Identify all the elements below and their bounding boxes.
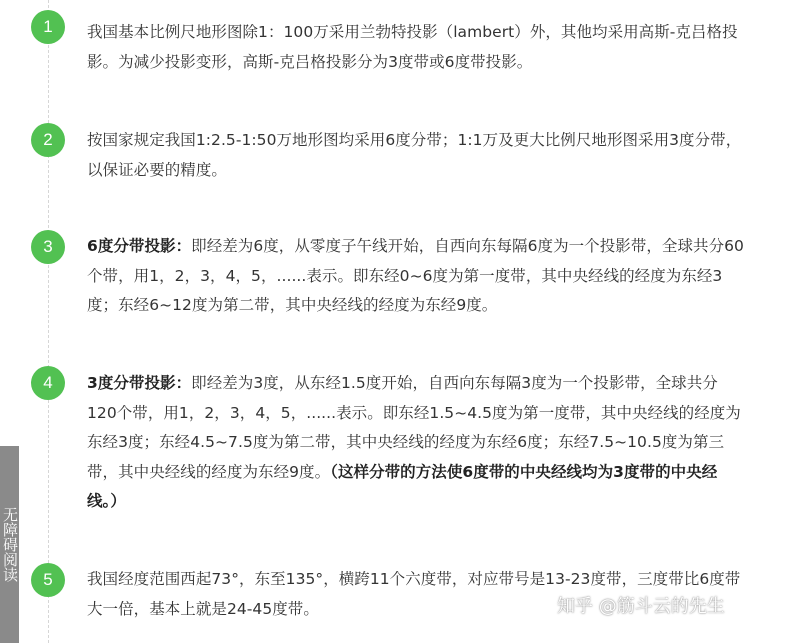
step-number-badge: 3 bbox=[31, 230, 65, 264]
step-text bbox=[87, 126, 747, 185]
step-body: 即经差为6度，从零度子午线开始，自西向东每隔6度为一个投影带，全球共分60个带，用1，2，3，4，5，......表示。即东经0~6度为第一度带，其中央经线的经度为东经3度；东经6~12度为第二带，其中央经线的经度为东经9度。 bbox=[87, 237, 744, 314]
step-number-badge: 1 bbox=[31, 10, 65, 44]
step-number-badge: 4 bbox=[31, 366, 65, 400]
step-bold-lead: 3度分带投影： bbox=[87, 374, 192, 392]
step-body: 我国经度范围西起73°，东至135°，横跨11个六度带，对应带号是13-23度带，三度带比6度带大一倍，基本上就是24-45度带。 bbox=[87, 570, 741, 618]
step-body: 即经差为3度，从东经1.5度开始，自西向东每隔3度为一个投影带，全球共分120个带，用1，2，3，4，5，......表示。即东经1.5~4.5度为第一度带，其中央经线的经度为东经3度；东经4.5~7.5度为第二带，其中央经线的经度为东经6度；东经7.5~10.5度为第三带，其中央经线的经度为东经9度。 bbox=[87, 374, 741, 481]
step-body: 按国家规定我国1:2.5-1:50万地形图均采用6度分带；1:1万及更大比例尺地形图采用3度分带，以保证必要的精度。 bbox=[87, 131, 742, 179]
step-body: 我国基本比例尺地形图除1：100万采用兰勃特投影（lambert）外，其他均采用高斯-克吕格投影。为减少投影变形，高斯-克吕格投影分为3度带或6度带投影。 bbox=[87, 23, 738, 71]
step-bold-lead: 6度分带投影： bbox=[87, 237, 192, 255]
accessibility-side-tab[interactable]: 无障碍阅读 bbox=[0, 446, 19, 643]
zhihu-watermark: 知乎 @筋斗云的先生 bbox=[557, 596, 725, 617]
step-number-badge: 5 bbox=[31, 563, 65, 597]
step-number-badge: 2 bbox=[31, 123, 65, 157]
step-text bbox=[87, 369, 747, 517]
step-text bbox=[87, 18, 747, 77]
step-bold-note: （这样分带的方法使6度带的中央经线均为3度带的中央经线。） bbox=[87, 462, 718, 510]
step-text bbox=[87, 232, 747, 321]
timeline-dashed-line bbox=[48, 0, 49, 643]
